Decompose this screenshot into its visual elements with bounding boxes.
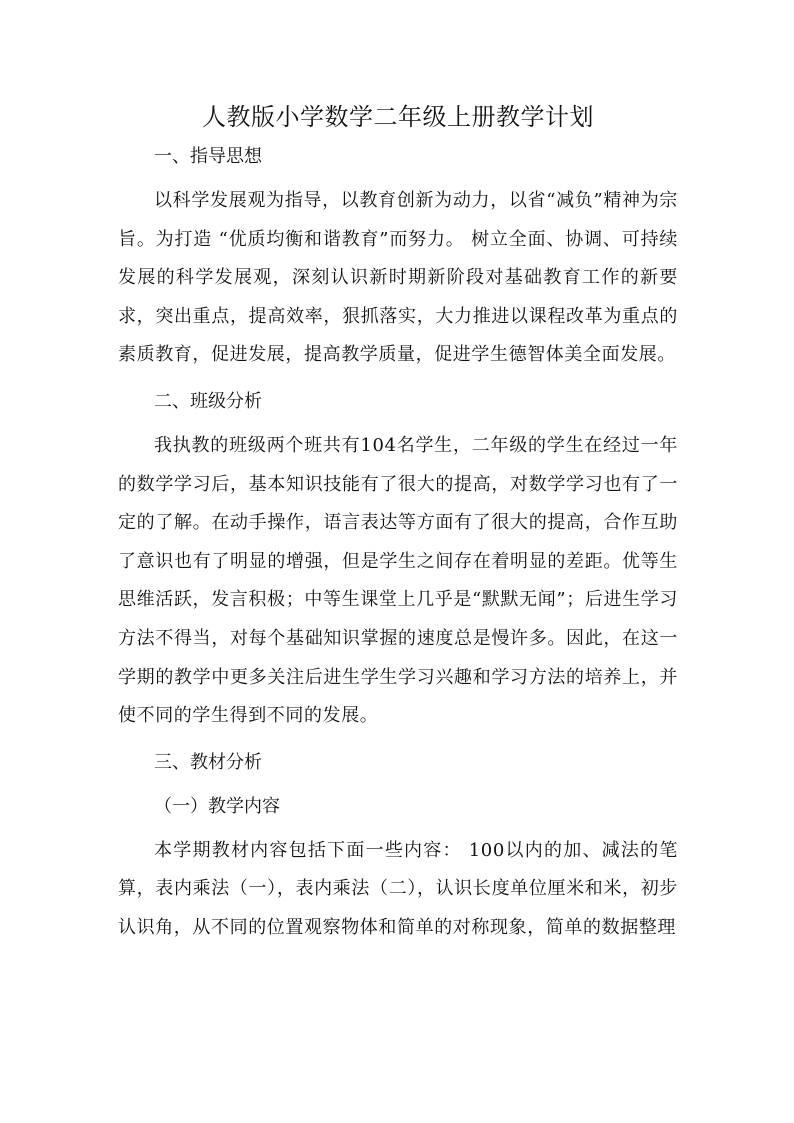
section-heading-textbook-analysis: 三、教材分析: [154, 751, 262, 773]
document-title: 人教版小学数学二年级上册教学计划: [202, 103, 594, 131]
document-body: [118, 96, 678, 948]
paragraph-teaching-content: 本学期教材内容包括下面一些内容： 100以内的加、减法的笔算，表内乘法（一），表内乘法（二），认识长度单位厘米和米，初步认识角，从不同的位置观察物体和简单的对称现象，简单的数据整理: [118, 839, 678, 938]
subsection-heading-teaching-content: （一）教学内容: [154, 795, 280, 817]
section-heading-class-analysis: 二、班级分析: [154, 390, 262, 412]
paragraph-guiding-ideology: 以科学发展观为指导，以教育创新为动力，以省“减负”精神为宗旨。为打造 “优质均衡和谐教育”而努力。 树立全面、协调、可持续发展的科学发展观，深刻认识新时期新阶段对基础教育工作的新要求，突出重点，提高效率，狠抓落实，大力推进以课程改革为重点的素质教育，促进发展，提高教学质量，促进学生德智体美全面发展。: [118, 190, 678, 366]
section-heading-guiding-ideology: 一、指导思想: [154, 146, 262, 167]
paragraph-class-analysis: 我执教的班级两个班共有104名学生，二年级的学生在经过一年的数学学习后，基本知识技能有了很大的提高，对数学学习也有了一定的了解。在动手操作，语言表达等方面有了很大的提高，合作互助了意识也有了明显的增强，但是学生之间存在着明显的差距。优等生思维活跃，发言积极；中等生课堂上几乎是“默默无闻”；后进生学习方法不得当，对每个基础知识掌握的速度总是慢许多。因此，在这一学期的教学中更多关注后进生学生学习兴趣和学习方法的培养上，并使不同的学生得到不同的发展。: [118, 434, 678, 727]
